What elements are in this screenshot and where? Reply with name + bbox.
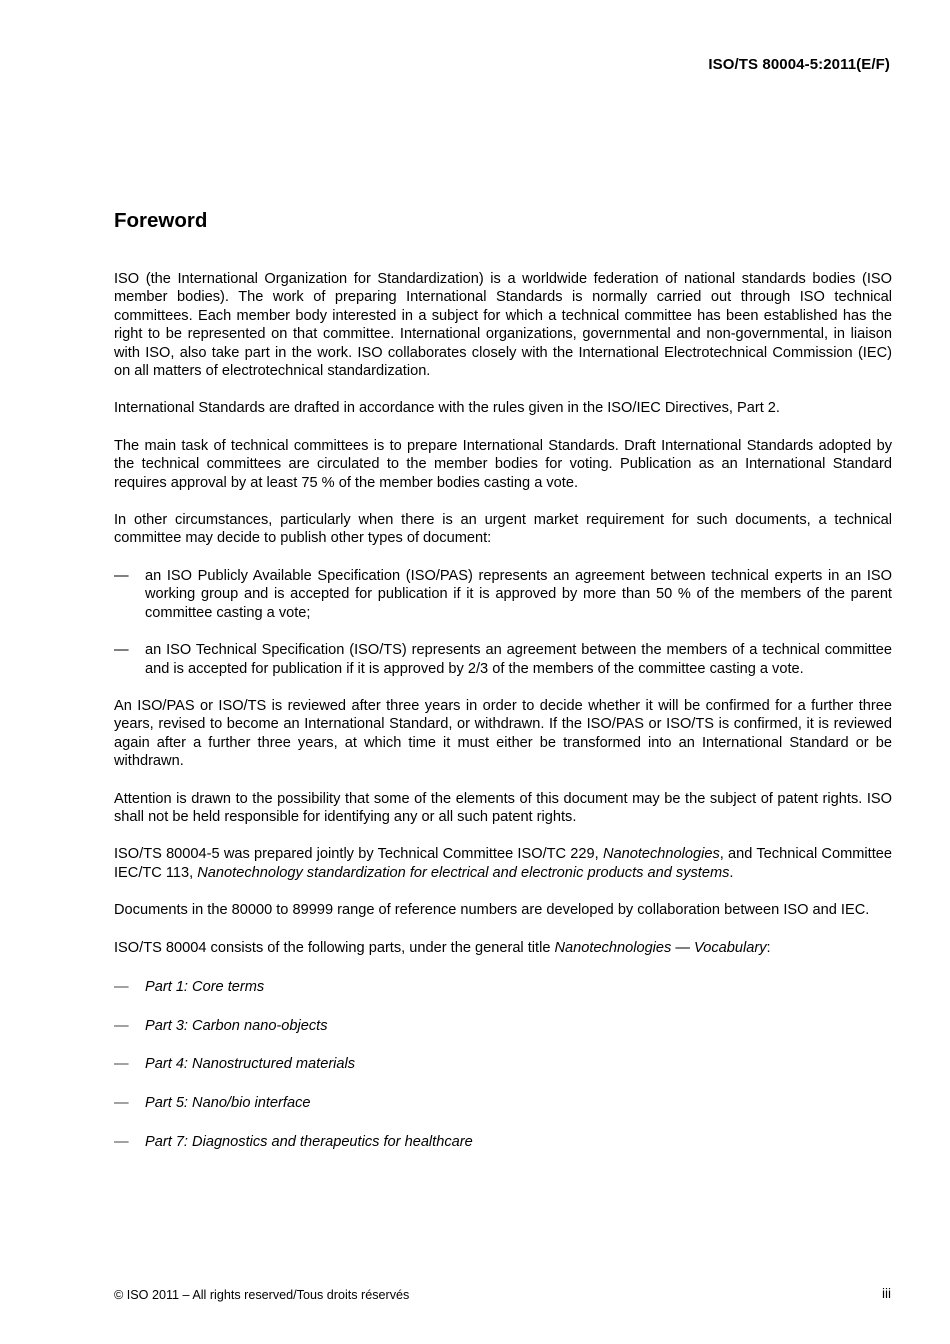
text-span: . [729, 864, 734, 881]
dash-marker: — [114, 1056, 129, 1073]
dash-marker: — [114, 1133, 129, 1150]
paragraph-iso-intro: ISO (the International Organization for Standardization) is a worldwide federation of national standards bodies (ISO member bodies). The work of preparing International Standards is normally carried out through ISO technical committees. Each member body interested in a subject for which a technical committee has been established has the right to be represented on that committee. International organizations, governmental and non-governmental, in liaison with ISO, also take part in the work. ISO collaborates closely with the International Electrotechnical Commission (IEC) on all matters of electrotechnical standardization. [114, 271, 892, 380]
dash-marker: — [114, 567, 129, 584]
dash-marker: — [114, 978, 129, 995]
paragraph-committee-task: The main task of technical committees is to prepare International Standards. Draft International Standards adopted by the technical committees are circulated to the member bodies for voting. Publication as an International Standard requires approval by at least 75 % of the member bodies casting a vote. [114, 437, 892, 491]
parts-list [114, 978, 892, 1151]
page-title: Foreword [114, 209, 208, 232]
paragraph-directives: International Standards are drafted in accordance with the rules given in the ISO/IEC Directives, Part 2. [114, 400, 780, 417]
dash-marker: — [114, 642, 129, 659]
text-span: : [766, 939, 771, 956]
paragraph-parts-intro [114, 939, 892, 957]
paragraph-other-documents: In other circumstances, particularly when there is an urgent market requirement for such documents, a technical committee may decide to publish other types of document: [114, 512, 892, 547]
committee-title-iec: Nanotechnology standardization for electrical and electronic products and systems [197, 864, 730, 881]
text-span: ISO/TS 80004-5 was prepared jointly by Technical Committee ISO/TC 229, [114, 846, 603, 863]
part-title: Part 5: Nano/bio interface [145, 1095, 311, 1112]
foreword-section [114, 208, 892, 1171]
paragraph-range: Documents in the 80000 to 89999 range of reference numbers are developed by collaboration between ISO and IEC. [114, 902, 870, 919]
list-item [114, 978, 892, 996]
copyright-notice: © ISO 2011 – All rights reserved/Tous droits réservés [114, 1288, 410, 1302]
paragraph-prepared-by [114, 845, 892, 882]
paragraph-review: An ISO/PAS or ISO/TS is reviewed after three years in order to decide whether it will be confirmed for a further three years, revised to become an International Standard, or withdrawn. If the ISO/PAS or ISO/TS is confirmed, it is reviewed again after a further three years, at which time it must either be transformed into an International Standard or be withdrawn. [114, 697, 892, 770]
dash-marker: — [114, 1017, 129, 1034]
list-item-pas [114, 567, 892, 622]
document-reference: ISO/TS 80004-5:2011(E/F) [708, 56, 890, 73]
part-title: Part 1: Core terms [145, 978, 265, 995]
part-title: Part 7: Diagnostics and therapeutics for healthcare [145, 1133, 473, 1150]
paragraph-patent: Attention is drawn to the possibility that some of the elements of this document may be the subject of patent rights. ISO shall not be held responsible for identifying any or all such patent rights. [114, 790, 892, 825]
dash-marker: — [114, 1095, 129, 1112]
text-span: ISO/TS 80004 consists of the following parts, under the general title [114, 939, 555, 956]
list-item [114, 1094, 892, 1112]
general-title: Nanotechnologies — Vocabulary [554, 939, 767, 956]
committee-title-iso: Nanotechnologies [602, 846, 720, 863]
part-title: Part 3: Carbon nano-objects [145, 1017, 328, 1034]
text-span: , and Technical Committee IEC/TC 113, [114, 846, 892, 881]
part-title: Part 4: Nanostructured materials [145, 1056, 356, 1073]
list-item [114, 1055, 892, 1073]
list-item-ts [114, 641, 892, 678]
page-number: iii [882, 1286, 891, 1301]
list-item [114, 1017, 892, 1035]
list-item-text: an ISO Publicly Available Specification (ISO/PAS) represents an agreement between technical experts in an ISO working group and is accepted for publication if it is approved by more than 50 % of the members of the parent committee casting a vote; [145, 567, 892, 621]
list-item-text: an ISO Technical Specification (ISO/TS) represents an agreement between the members of a technical committee and is accepted for publication if it is approved by 2/3 of the members of the committee casting a vote. [145, 642, 892, 677]
list-item [114, 1133, 892, 1151]
